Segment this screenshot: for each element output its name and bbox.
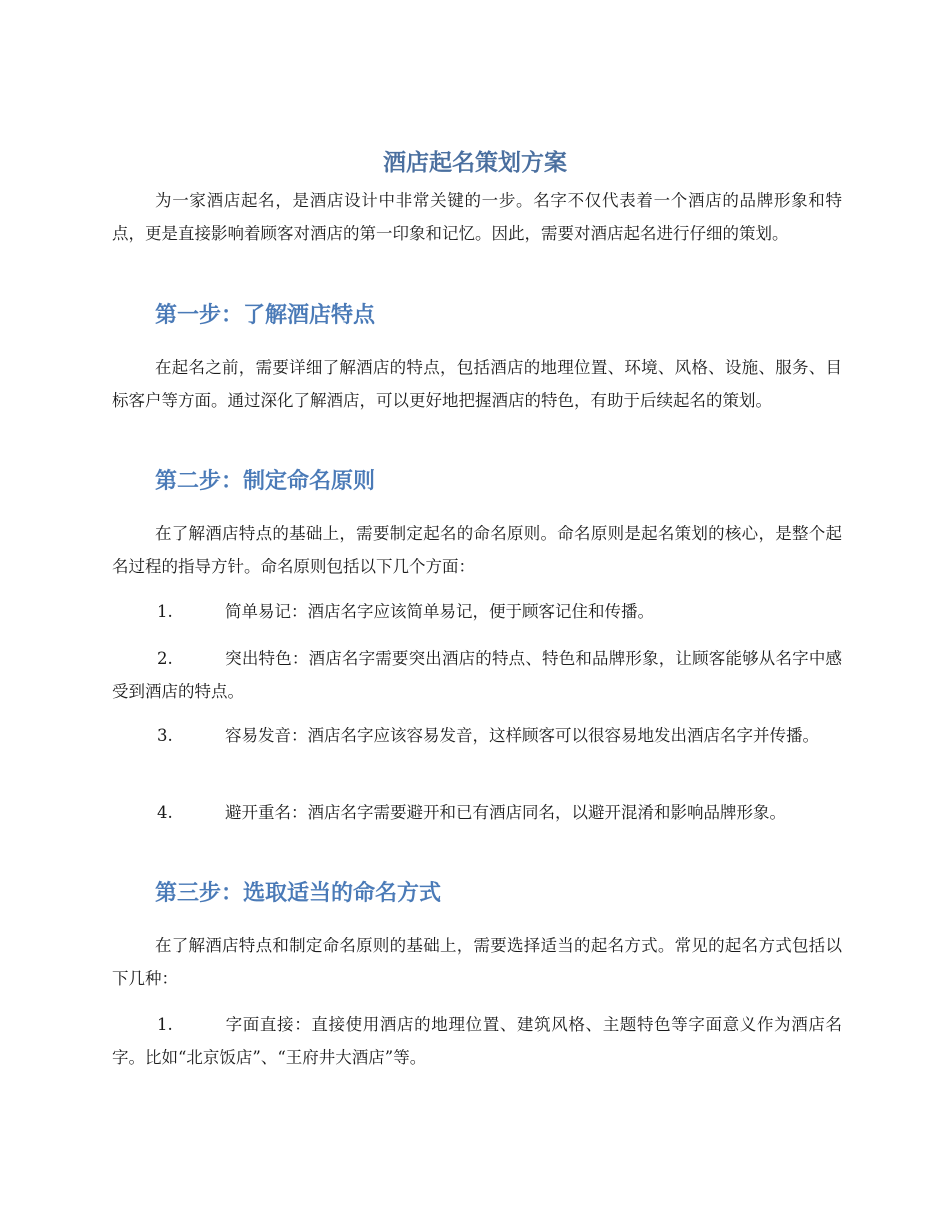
section-3-body: 在了解酒店特点和制定命名原则的基础上，需要选择适当的起名方式。常见的起名方式包括以下几种：	[112, 936, 842, 988]
list-item-number: 3.	[157, 726, 173, 745]
list-item-number: 2.	[157, 649, 173, 668]
intro-paragraph: 为一家酒店起名，是酒店设计中非常关键的一步。名字不仅代表着一个酒店的品牌形象和特点，更是直接影响着顾客对酒店的第一印象和记忆。因此，需要对酒店起名进行仔细的策划。	[112, 191, 842, 243]
list-item-text: 容易发音：酒店名字应该容易发音，这样顾客可以很容易地发出酒店名字并传播。	[225, 726, 819, 745]
list-item-number: 1.	[157, 1015, 173, 1034]
document-title: 酒店起名策划方案	[383, 150, 567, 176]
list-item-text: 避开重名：酒店名字需要避开和已有酒店同名，以避开混淆和影响品牌形象。	[225, 803, 786, 822]
list-item-text: 突出特色：酒店名字需要突出酒店的特点、特色和品牌形象，让顾客能够从名字中感受到酒店的特点。	[112, 649, 842, 701]
list-item	[112, 796, 842, 829]
list-item-text: 简单易记：酒店名字应该简单易记，便于顾客记住和传播。	[225, 602, 654, 621]
section-2-heading: 第二步：制定命名原则	[155, 469, 376, 494]
section-2-body: 在了解酒店特点的基础上，需要制定起名的命名原则。命名原则是起名策划的核心，是整个起名过程的指导方针。命名原则包括以下几个方面：	[112, 524, 842, 576]
section-1-heading: 第一步：了解酒店特点	[155, 303, 376, 328]
list-item	[112, 595, 842, 628]
list-item-text: 字面直接：直接使用酒店的地理位置、建筑风格、主题特色等字面意义作为酒店名字。比如“北京饭店”、“王府井大酒店”等。	[112, 1015, 842, 1067]
list-item	[112, 1008, 842, 1074]
list-item	[112, 642, 842, 708]
section-3-heading: 第三步：选取适当的命名方式	[155, 881, 442, 906]
section-1-body: 在起名之前，需要详细了解酒店的特点，包括酒店的地理位置、环境、风格、设施、服务、目标客户等方面。通过深化了解酒店，可以更好地把握酒店的特色，有助于后续起名的策划。	[112, 358, 842, 410]
list-item-number: 1.	[157, 602, 173, 621]
list-item	[112, 719, 842, 752]
list-item-number: 4.	[157, 803, 173, 822]
